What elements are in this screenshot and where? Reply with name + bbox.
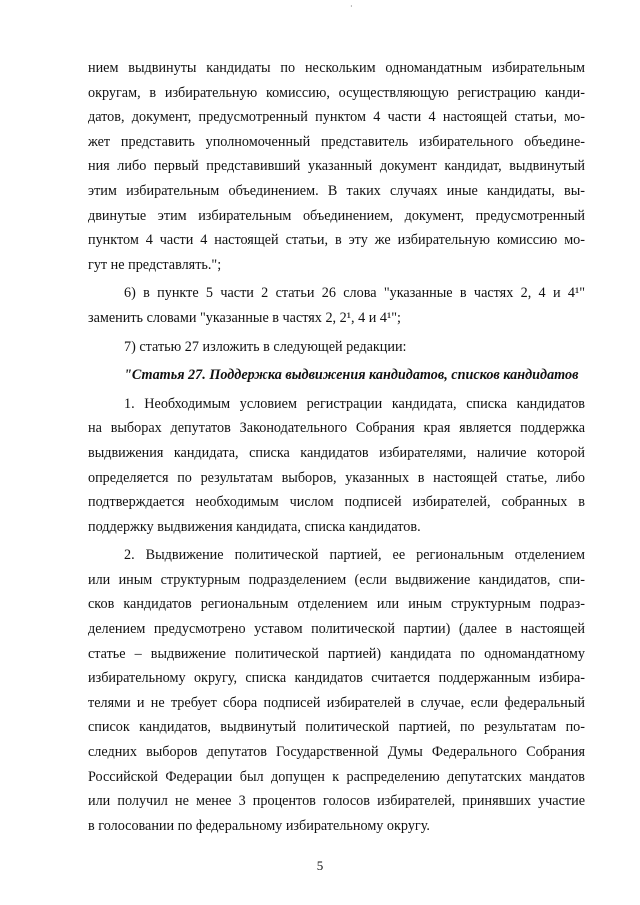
text-line: гут не представлять.";	[88, 256, 222, 273]
article-heading	[88, 363, 585, 388]
text-line: список кандидатов, выдвинутый политической партией, по результатам по-	[88, 719, 585, 736]
text-line: пунктом 4 части 4 настоящей статьи, в эту же избирательную комиссию мо-	[88, 232, 585, 249]
text-line: 1. Необходимым условием регистрации кандидата, списка кандидатов	[124, 395, 585, 412]
text-line: 2. Выдвижение политической партией, ее региональным отделением	[124, 547, 585, 564]
top-mark: ·	[350, 2, 353, 11]
paragraph	[88, 543, 585, 838]
text-line: этим избирательным объединением. В таких случаях иные кандидаты, вы-	[88, 182, 585, 199]
text-line: определяется по результатам выборов, указанных в настоящей статье, либо	[88, 469, 585, 486]
text-line: делением предусмотрено уставом политической партии) (далее в настоящей	[88, 621, 585, 638]
text-line: статье – выдвижение политической партией) кандидата по одномандатному	[88, 645, 585, 662]
text-line: или иным структурным подразделением (если выдвижение кандидатов, спи-	[88, 571, 585, 588]
text-line: заменить словами "указанные в частях 2, 2¹, 4 и 4¹";	[88, 309, 401, 326]
heading-line: "Статья 27. Поддержка выдвижения кандидатов, списков кандидатов	[124, 367, 579, 384]
text-line: на выборах депутатов Законодательного Собрания края является поддержка	[88, 420, 585, 437]
paragraph	[88, 392, 585, 540]
text-line: в голосовании по федеральному избирательному округу.	[88, 817, 430, 834]
text-line: Российской Федерации был допущен к распределению депутатских мандатов	[88, 768, 585, 785]
text-line: жет представить уполномоченный представитель избирательного объедине-	[88, 133, 585, 150]
text-line: выдвижения кандидата, списка кандидатов избирателями, наличие которой	[88, 444, 585, 461]
text-line: подтверждается необходимым числом подписей избирателей, собранных в	[88, 494, 585, 511]
text-line: или получил не менее 3 процентов голосов избирателей, принявших участие	[88, 793, 585, 810]
text-line: 7) статью 27 изложить в следующей редакции:	[124, 338, 407, 355]
text-line: двинутые этим избирательным объединением, документ, предусмотренный	[88, 207, 585, 224]
page-number: 5	[316, 858, 324, 873]
text-line: округам, в избирательную комиссию, осуществляющую регистрацию канди-	[88, 84, 585, 101]
text-line: следних выборов депутатов Государственной Думы Федерального Собрания	[88, 744, 585, 761]
text-line: поддержку выдвижения кандидата, списка кандидатов.	[88, 518, 421, 535]
paragraph	[88, 56, 585, 277]
text-line: нием выдвинуты кандидаты по нескольким одномандатным избирательным	[88, 60, 585, 76]
text-line: избирательному округу, списка кандидатов считается поддержанным избира-	[88, 670, 585, 687]
text-line: датов, документ, предусмотренный пунктом 4 части 4 настоящей статьи, мо-	[88, 109, 585, 126]
document-body	[88, 56, 585, 838]
text-line: сков кандидатов региональным отделением или иным структурным подраз-	[88, 596, 585, 613]
paragraph	[88, 281, 585, 330]
text-line: ния либо первый представивший указанный документ кандидат, выдвинутый	[88, 158, 585, 175]
paragraph	[88, 335, 585, 360]
text-line: телями и не требует сбора подписей избирателей в случае, если федеральный	[88, 694, 585, 711]
text-line: 6) в пункте 5 части 2 статьи 26 слова "указанные в частях 2, 4 и 4¹"	[124, 285, 585, 302]
